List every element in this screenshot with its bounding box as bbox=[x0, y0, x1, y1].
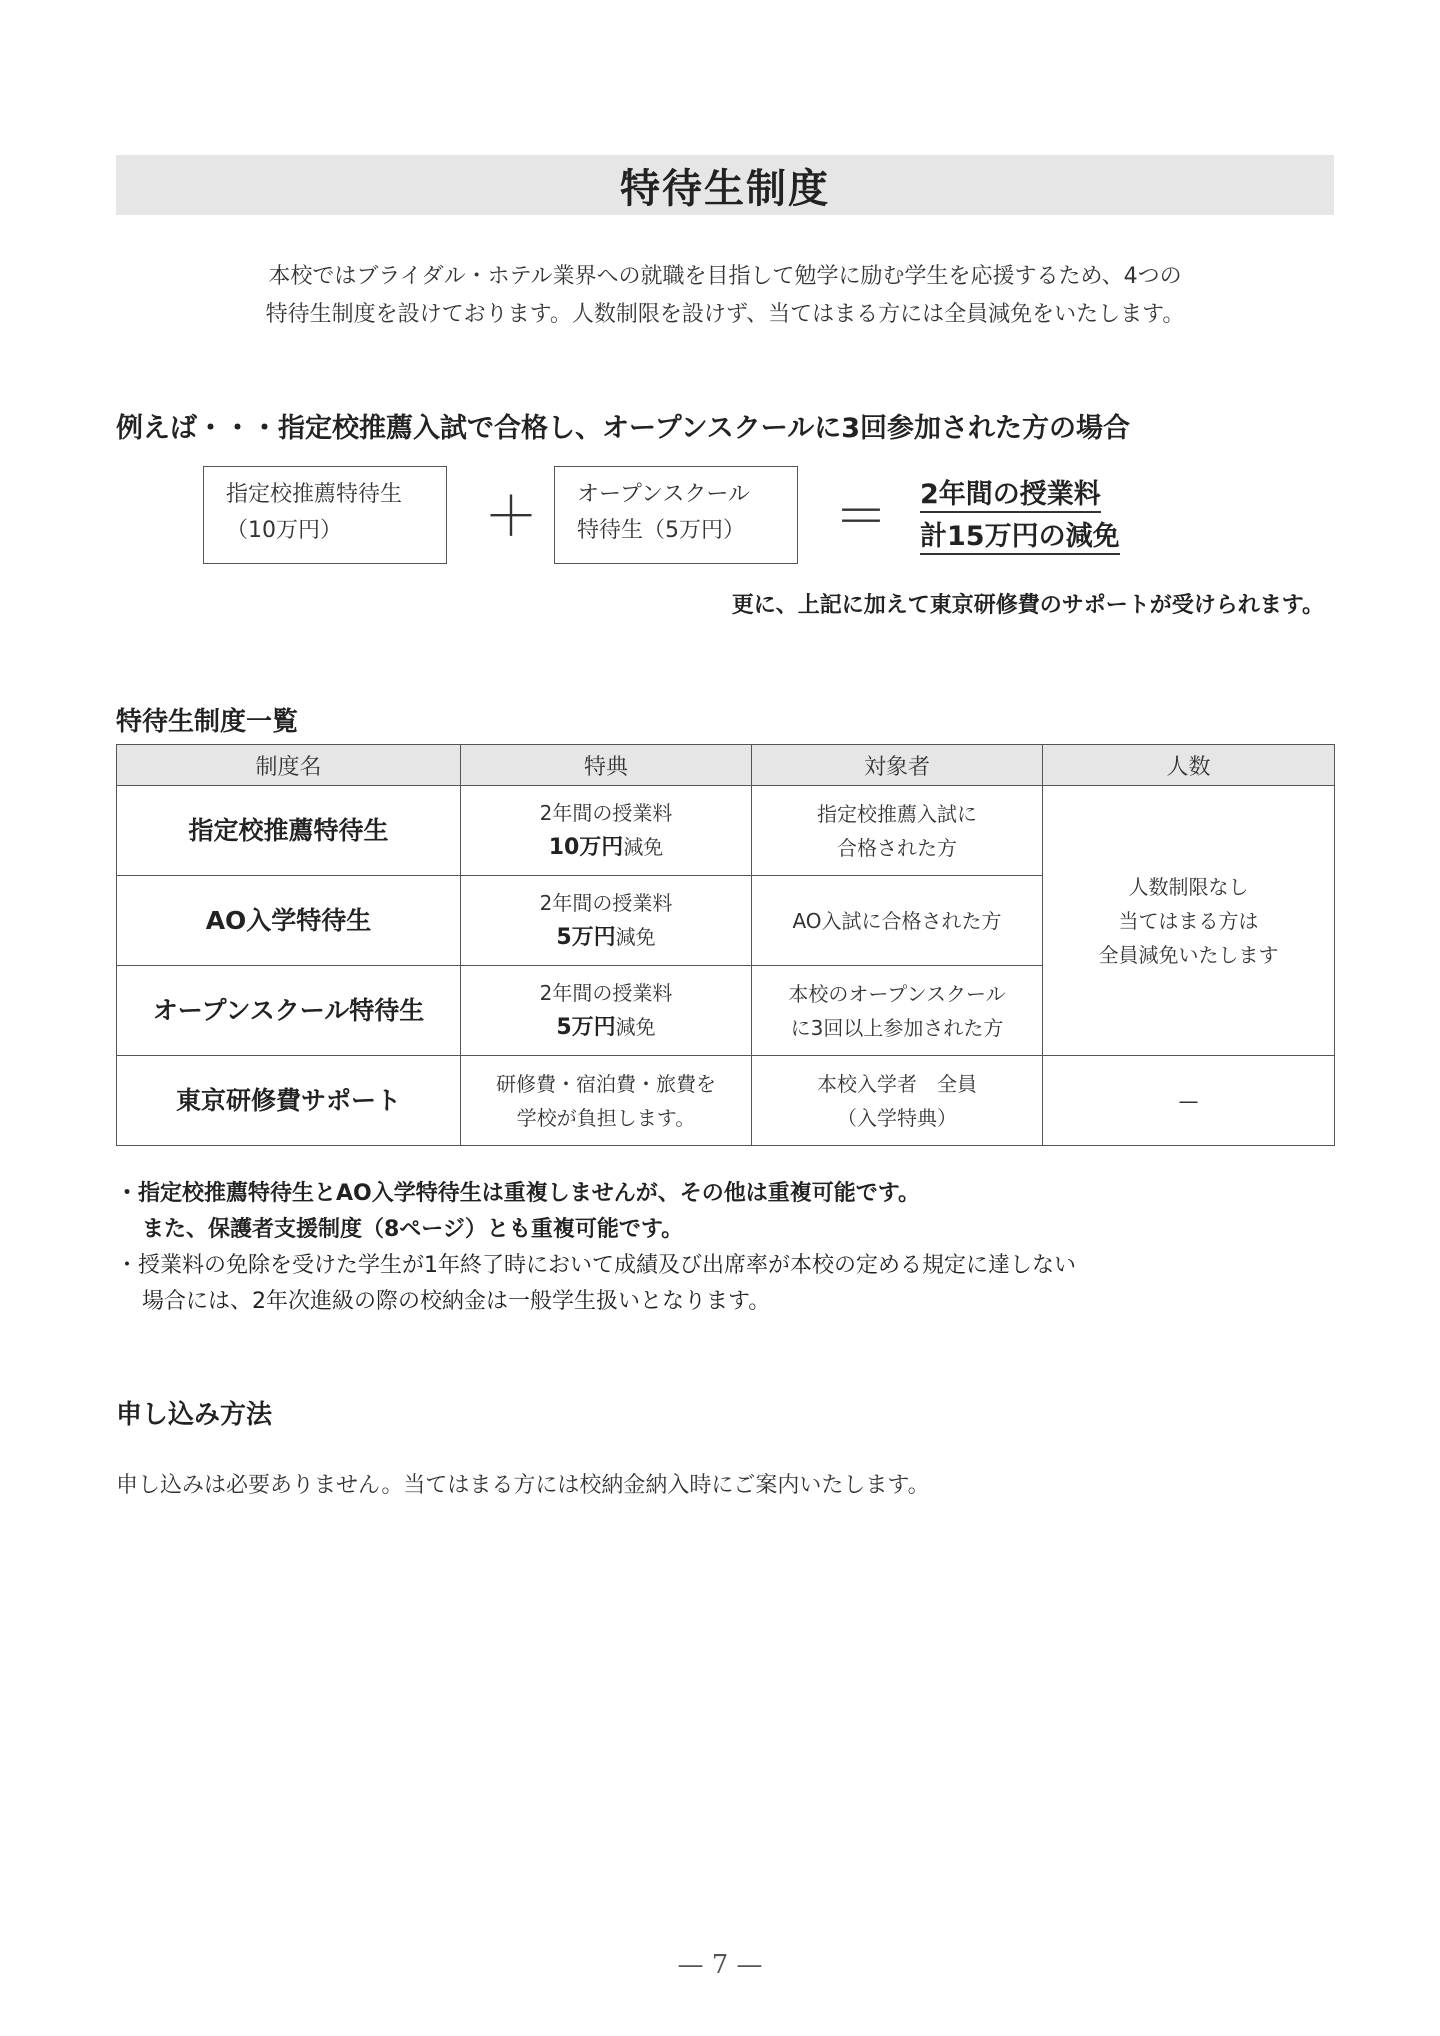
row-target-line-1: 本校入学者 全員 bbox=[817, 1071, 977, 1096]
apply-heading: 申し込み方法 bbox=[116, 1400, 273, 1430]
row-benefit-amount: 10万円 bbox=[548, 835, 624, 860]
row-benefit-amount: 5万円 bbox=[556, 1015, 616, 1040]
example-result-line-2: 計15万円の減免 bbox=[920, 521, 1120, 555]
intro-line-1: 本校ではブライダル・ホテル業界への就職を目指して勉学に励む学生を応援するため、4つの bbox=[268, 264, 1182, 289]
row-target bbox=[752, 1056, 1043, 1146]
example-box-openschool bbox=[554, 466, 798, 564]
list-heading: 特待生制度一覧 bbox=[116, 707, 299, 737]
page-number: — 7 — bbox=[677, 1950, 763, 1980]
example-box-designated-line-1: 指定校推薦特待生 bbox=[226, 482, 403, 507]
row-name: 指定校推薦特待生 bbox=[117, 786, 461, 876]
shared-count-cell bbox=[1043, 786, 1335, 1056]
row-benefit-suffix: 減免 bbox=[623, 835, 664, 859]
table-header-name: 制度名 bbox=[117, 745, 461, 786]
note-2-line-1: ・授業料の免除を受けた学生が1年終了時において成績及び出席率が本校の定める規定に達しない bbox=[116, 1253, 1077, 1278]
row-benefit-amount: 5万円 bbox=[556, 925, 616, 950]
example-result-line-1: 2年間の授業料 bbox=[920, 479, 1101, 513]
row-benefit-line-1: 2年間の授業料 bbox=[539, 891, 673, 915]
table-header-benefit: 特典 bbox=[461, 745, 752, 786]
page-title-bar bbox=[116, 155, 1334, 215]
example-box-openschool-line-1: オープンスクール bbox=[577, 482, 750, 507]
example-box-openschool-line-2: 特待生（5万円） bbox=[577, 518, 745, 543]
row-target-line-2: 合格された方 bbox=[837, 835, 957, 860]
support-note: 更に、上記に加えて東京研修費のサポートが受けられます。 bbox=[731, 593, 1324, 618]
row-benefit-line-1: 研修費・宿泊費・旅費を bbox=[496, 1071, 716, 1096]
table-header-target: 対象者 bbox=[752, 745, 1043, 786]
note-1-line-1: ・指定校推薦特待生とAO入学特待生は重複しませんが、その他は重複可能です。 bbox=[116, 1181, 920, 1206]
example-heading: 例えば・・・指定校推薦入試で合格し、オープンスクールに3回参加された方の場合 bbox=[116, 413, 1131, 444]
equals-sign: ＝ bbox=[834, 485, 888, 548]
shared-count-line-3: 全員減免いたします bbox=[1098, 942, 1279, 967]
notes bbox=[116, 1176, 1076, 1320]
table-row bbox=[117, 786, 1335, 876]
row-benefit bbox=[461, 1056, 752, 1146]
note-1-line-2: また、保護者支援制度（8ページ）とも重複可能です。 bbox=[142, 1217, 684, 1242]
row-target-line-2: （入学特典） bbox=[837, 1105, 957, 1130]
row-name: 東京研修費サポート bbox=[117, 1056, 461, 1146]
table-header-row bbox=[117, 745, 1335, 786]
example-box-designated bbox=[203, 466, 447, 564]
table-row bbox=[117, 1056, 1335, 1146]
row-benefit bbox=[461, 786, 752, 876]
shared-count-line-1: 人数制限なし bbox=[1128, 874, 1249, 899]
scholarship-table bbox=[116, 744, 1335, 1146]
row-benefit-line-1: 2年間の授業料 bbox=[539, 981, 673, 1005]
row-name: AO入学特待生 bbox=[117, 876, 461, 966]
row-benefit bbox=[461, 876, 752, 966]
plus-sign: ＋ bbox=[484, 485, 538, 548]
row-name: オープンスクール特待生 bbox=[117, 966, 461, 1056]
shared-count-line-2: 当てはまる方は bbox=[1118, 908, 1259, 933]
example-result bbox=[920, 474, 1120, 558]
intro-line-2: 特待生制度を設けております。人数制限を設けず、当てはまる方には全員減免をいたします。 bbox=[265, 302, 1185, 327]
row-target bbox=[752, 786, 1043, 876]
row-benefit bbox=[461, 966, 752, 1056]
row-target bbox=[752, 966, 1043, 1056]
row-benefit-suffix: 減免 bbox=[615, 925, 656, 949]
row-benefit-line-2: 学校が負担します。 bbox=[516, 1105, 696, 1130]
row-benefit-suffix: 減免 bbox=[615, 1015, 656, 1039]
row-benefit-line-1: 2年間の授業料 bbox=[539, 801, 673, 825]
table-header-count: 人数 bbox=[1043, 745, 1335, 786]
row-target-line-1: 本校のオープンスクール bbox=[788, 981, 1006, 1006]
intro-paragraph bbox=[116, 258, 1334, 334]
apply-text: 申し込みは必要ありません。当てはまる方には校納金納入時にご案内いたします。 bbox=[116, 1473, 930, 1498]
row-target-line-2: に3回以上参加された方 bbox=[790, 1015, 1004, 1040]
example-box-designated-line-2: （10万円） bbox=[226, 518, 342, 543]
note-2-line-2: 場合には、2年次進級の際の校納金は一般学生扱いとなります。 bbox=[142, 1289, 771, 1314]
row-count: — bbox=[1043, 1056, 1335, 1146]
page-title: 特待生制度 bbox=[620, 165, 830, 212]
row-target-line-1: 指定校推薦入試に bbox=[817, 801, 977, 826]
row-target bbox=[752, 876, 1043, 966]
row-target-line-1: AO入試に合格された方 bbox=[792, 908, 1002, 933]
